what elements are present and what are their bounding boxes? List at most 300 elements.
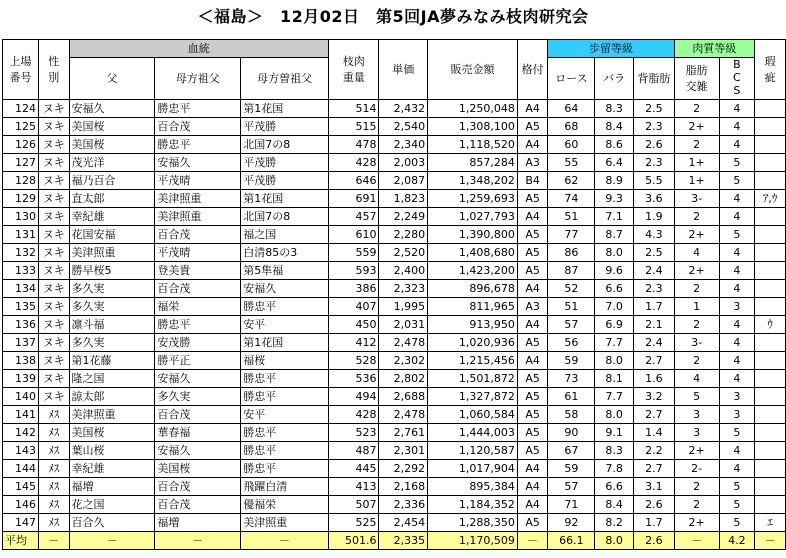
sex-cell: ヌキ xyxy=(38,190,69,208)
maternal-great-grandfather-cell: 勝忠平 xyxy=(241,388,329,406)
bcs-cell: 4 xyxy=(719,136,755,154)
maternal-grandfather-cell: 美津照重 xyxy=(155,190,241,208)
sex-cell: ﾒｽ xyxy=(38,460,69,478)
backfat-cell: 4.3 xyxy=(634,226,675,244)
grade-cell: A5 xyxy=(517,442,548,460)
bcs-cell: 4 xyxy=(719,118,755,136)
rib-cell: 7.8 xyxy=(595,460,634,478)
father-cell: 花国安福 xyxy=(69,226,155,244)
father-cell: 直太郎 xyxy=(69,190,155,208)
unit-price-average-cell: 2,335 xyxy=(379,532,428,550)
loin-cell: 51 xyxy=(548,298,595,316)
bcs-header: B C S xyxy=(719,58,755,100)
loin-cell: 57 xyxy=(548,316,595,334)
father-cell: 美津照重 xyxy=(69,244,155,262)
bcs-cell: 4 xyxy=(719,460,755,478)
bcs-cell: 5 xyxy=(719,478,755,496)
rib-cell: 7.0 xyxy=(595,298,634,316)
marbling-cell: 2+ xyxy=(674,226,719,244)
marbling-cell: 2 xyxy=(674,352,719,370)
sex-cell: ヌキ xyxy=(38,172,69,190)
maternal-great-grandfather-average-cell: － xyxy=(241,532,329,550)
carcass-weight-cell: 413 xyxy=(329,478,379,496)
backfat-cell: 2.3 xyxy=(634,154,675,172)
sales-amount-cell: 1,215,456 xyxy=(428,352,518,370)
grade-cell: A4 xyxy=(517,316,548,334)
page-title: ＜福島＞ 12月02日 第5回JA夢みなみ枝肉研究会 xyxy=(197,7,589,26)
father-cell: 百合久 xyxy=(69,514,155,532)
table-row xyxy=(3,280,786,298)
rib-cell: 7.7 xyxy=(595,334,634,352)
bcs-cell: 4 xyxy=(719,100,755,118)
lot-number-cell: 139 xyxy=(3,370,39,388)
loin-average-cell: 66.1 xyxy=(548,532,595,550)
unit-price-cell: 2,003 xyxy=(379,154,428,172)
loin-cell: 51 xyxy=(548,208,595,226)
bcs-cell: 4 xyxy=(719,316,755,334)
carcass-weight-cell: 525 xyxy=(329,514,379,532)
unit-price-cell: 2,280 xyxy=(379,226,428,244)
lot-number-cell: 132 xyxy=(3,244,39,262)
lot-number-cell: 130 xyxy=(3,208,39,226)
maternal-great-grandfather-cell: 勝忠平 xyxy=(241,370,329,388)
lot-number-cell: 131 xyxy=(3,226,39,244)
lot-number-cell: 133 xyxy=(3,262,39,280)
backfat-cell: 2.6 xyxy=(634,496,675,514)
rib-cell: 8.3 xyxy=(595,442,634,460)
table-row xyxy=(3,154,786,172)
defect-cell xyxy=(755,496,786,514)
loin-cell: 58 xyxy=(548,406,595,424)
grade-cell: A4 xyxy=(517,280,548,298)
defect-cell: ｴ xyxy=(755,514,786,532)
unit-price-cell: 2,520 xyxy=(379,244,428,262)
lot-number-cell: 128 xyxy=(3,172,39,190)
rib-cell: 8.0 xyxy=(595,406,634,424)
unit-price-cell: 1,823 xyxy=(379,190,428,208)
sales-amount-cell: 1,408,680 xyxy=(428,244,518,262)
sales-amount-cell: 1,020,936 xyxy=(428,334,518,352)
maternal-grandfather-header: 母方祖父 xyxy=(155,58,241,100)
carcass-weight-cell: 523 xyxy=(329,424,379,442)
loin-cell: 71 xyxy=(548,496,595,514)
father-cell: 多久実 xyxy=(69,280,155,298)
marbling-cell: 2 xyxy=(674,496,719,514)
defect-cell xyxy=(755,442,786,460)
bcs-cell: 4 xyxy=(719,208,755,226)
loin-cell: 59 xyxy=(548,352,595,370)
unit-price-cell: 2,540 xyxy=(379,118,428,136)
carcass-weight-cell: 450 xyxy=(329,316,379,334)
defect-cell xyxy=(755,244,786,262)
maternal-great-grandfather-cell: 福桜 xyxy=(241,352,329,370)
loin-cell: 77 xyxy=(548,226,595,244)
sales-amount-cell: 1,423,200 xyxy=(428,262,518,280)
rib-cell: 8.4 xyxy=(595,118,634,136)
loin-cell: 68 xyxy=(548,118,595,136)
sex-cell: ヌキ xyxy=(38,388,69,406)
carcass-weight-cell: 386 xyxy=(329,280,379,298)
sales-amount-cell: 1,308,100 xyxy=(428,118,518,136)
lot-number-cell: 147 xyxy=(3,514,39,532)
backfat-cell: 2.4 xyxy=(634,334,675,352)
backfat-cell: 1.7 xyxy=(634,514,675,532)
rib-cell: 8.4 xyxy=(595,496,634,514)
grade-cell: A5 xyxy=(517,406,548,424)
defect-cell xyxy=(755,172,786,190)
loin-cell: 86 xyxy=(548,244,595,262)
bcs-cell: 5 xyxy=(719,514,755,532)
bcs-cell: 4 xyxy=(719,280,755,298)
maternal-great-grandfather-cell: 第5隼福 xyxy=(241,262,329,280)
marbling-cell: 2 xyxy=(674,478,719,496)
lot-number-cell: 134 xyxy=(3,280,39,298)
maternal-great-grandfather-cell: 平茂勝 xyxy=(241,172,329,190)
sales-amount-cell: 1,390,800 xyxy=(428,226,518,244)
bcs-cell: 3 xyxy=(719,298,755,316)
sales-amount-cell: 1,444,003 xyxy=(428,424,518,442)
maternal-grandfather-cell: 福増 xyxy=(155,514,241,532)
marbling-cell: 1+ xyxy=(674,172,719,190)
sales-amount-cell: 913,950 xyxy=(428,316,518,334)
grade-cell: A5 xyxy=(517,388,548,406)
maternal-grandfather-cell: 美津照重 xyxy=(155,208,241,226)
maternal-great-grandfather-cell: 平茂勝 xyxy=(241,154,329,172)
unit-price-cell: 2,031 xyxy=(379,316,428,334)
unit-price-cell: 2,249 xyxy=(379,208,428,226)
unit-price-cell: 2,292 xyxy=(379,460,428,478)
unit-price-cell: 2,432 xyxy=(379,100,428,118)
maternal-grandfather-cell: 勝忠平 xyxy=(155,136,241,154)
sex-cell: ﾒｽ xyxy=(38,514,69,532)
loin-cell: 64 xyxy=(548,100,595,118)
grade-header: 格付 xyxy=(517,40,548,100)
father-cell: 安福久 xyxy=(69,100,155,118)
backfat-cell: 1.7 xyxy=(634,298,675,316)
marbling-cell: 2- xyxy=(674,460,719,478)
maternal-grandfather-cell: 安福久 xyxy=(155,154,241,172)
grade-cell: A4 xyxy=(517,352,548,370)
lot-number-header: 上場 番号 xyxy=(3,40,39,100)
carcass-weight-cell: 494 xyxy=(329,388,379,406)
rib-cell: 7.1 xyxy=(595,208,634,226)
backfat-cell: 2.2 xyxy=(634,442,675,460)
unit-price-cell: 2,761 xyxy=(379,424,428,442)
unit-price-cell: 2,323 xyxy=(379,280,428,298)
sex-cell: ﾒｽ xyxy=(38,424,69,442)
lot-number-cell: 145 xyxy=(3,478,39,496)
lot-number-cell: 144 xyxy=(3,460,39,478)
table-row xyxy=(3,370,786,388)
unit-price-cell: 2,340 xyxy=(379,136,428,154)
lot-number-cell: 137 xyxy=(3,334,39,352)
carcass-weight-cell: 536 xyxy=(329,370,379,388)
loin-cell: 56 xyxy=(548,334,595,352)
loin-cell: 62 xyxy=(548,172,595,190)
table-row xyxy=(3,118,786,136)
defect-cell xyxy=(755,298,786,316)
maternal-grandfather-cell: 美国桜 xyxy=(155,460,241,478)
table-row xyxy=(3,334,786,352)
backfat-header: 背脂肪 xyxy=(634,58,675,100)
father-cell: 花之国 xyxy=(69,496,155,514)
sex-cell: ヌキ xyxy=(38,100,69,118)
grade-cell: A5 xyxy=(517,226,548,244)
lot-number-cell: 136 xyxy=(3,316,39,334)
lot-number-cell: 126 xyxy=(3,136,39,154)
table-header xyxy=(3,40,786,100)
defect-cell xyxy=(755,424,786,442)
average-row xyxy=(3,532,786,550)
maternal-great-grandfather-cell: 福之国 xyxy=(241,226,329,244)
backfat-cell: 2.7 xyxy=(634,406,675,424)
sales-amount-cell: 1,501,872 xyxy=(428,370,518,388)
father-average-cell: － xyxy=(69,532,155,550)
maternal-grandfather-cell: 百合茂 xyxy=(155,280,241,298)
defect-cell xyxy=(755,262,786,280)
bcs-cell: 3 xyxy=(719,406,755,424)
carcass-weight-cell: 457 xyxy=(329,208,379,226)
father-cell: 美国桜 xyxy=(69,136,155,154)
defect-cell xyxy=(755,478,786,496)
sales-amount-cell: 1,348,202 xyxy=(428,172,518,190)
backfat-cell: 1.9 xyxy=(634,208,675,226)
rib-cell: 8.1 xyxy=(595,370,634,388)
loin-cell: 73 xyxy=(548,370,595,388)
maternal-grandfather-cell: 勝忠平 xyxy=(155,100,241,118)
grade-cell: A5 xyxy=(517,424,548,442)
maternal-grandfather-cell: 百合茂 xyxy=(155,406,241,424)
rib-cell: 9.1 xyxy=(595,424,634,442)
defect-cell xyxy=(755,280,786,298)
unit-price-cell: 2,478 xyxy=(379,406,428,424)
lot-number-cell: 124 xyxy=(3,100,39,118)
loin-cell: 74 xyxy=(548,190,595,208)
backfat-cell: 1.6 xyxy=(634,370,675,388)
rib-cell: 9.3 xyxy=(595,190,634,208)
unit-price-cell: 2,336 xyxy=(379,496,428,514)
loin-cell: 90 xyxy=(548,424,595,442)
lot-number-cell: 142 xyxy=(3,424,39,442)
table-row xyxy=(3,388,786,406)
maternal-grandfather-average-cell: － xyxy=(155,532,241,550)
defect-cell xyxy=(755,100,786,118)
grade-cell: A4 xyxy=(517,496,548,514)
backfat-cell: 2.7 xyxy=(634,460,675,478)
maternal-grandfather-cell: 勝忠平 xyxy=(155,316,241,334)
maternal-great-grandfather-cell: 勝忠平 xyxy=(241,442,329,460)
lot-number-cell: 138 xyxy=(3,352,39,370)
father-cell: 幸紀雄 xyxy=(69,460,155,478)
sales-amount-cell: 1,060,584 xyxy=(428,406,518,424)
sex-cell: ﾒｽ xyxy=(38,406,69,424)
backfat-cell: 2.4 xyxy=(634,262,675,280)
maternal-great-grandfather-cell: 勝忠平 xyxy=(241,424,329,442)
loin-cell: 57 xyxy=(548,478,595,496)
table-row xyxy=(3,226,786,244)
father-cell: 美国桜 xyxy=(69,118,155,136)
grade-cell: A5 xyxy=(517,334,548,352)
sex-cell: ヌキ xyxy=(38,154,69,172)
sales-amount-cell: 896,678 xyxy=(428,280,518,298)
carcass-weight-cell: 514 xyxy=(329,100,379,118)
table-row xyxy=(3,172,786,190)
rib-cell: 9.6 xyxy=(595,262,634,280)
unit-price-cell: 1,995 xyxy=(379,298,428,316)
table-row xyxy=(3,424,786,442)
maternal-great-grandfather-cell: 安平 xyxy=(241,316,329,334)
carcass-weight-cell: 528 xyxy=(329,352,379,370)
bcs-cell: 4 xyxy=(719,262,755,280)
defect-cell xyxy=(755,154,786,172)
carcass-weight-cell: 646 xyxy=(329,172,379,190)
grade-cell: A5 xyxy=(517,370,548,388)
marbling-average-cell: － xyxy=(674,532,719,550)
sales-amount-average-cell: 1,170,509 xyxy=(428,532,518,550)
defect-cell xyxy=(755,208,786,226)
marbling-cell: 5 xyxy=(674,388,719,406)
backfat-cell: 2.5 xyxy=(634,244,675,262)
table-row xyxy=(3,514,786,532)
lot-number-cell: 146 xyxy=(3,496,39,514)
marbling-header: 脂肪 交雑 xyxy=(674,58,719,100)
loin-cell: 61 xyxy=(548,388,595,406)
carcass-weight-cell: 515 xyxy=(329,118,379,136)
loin-cell: 60 xyxy=(548,136,595,154)
marbling-cell: 3- xyxy=(674,334,719,352)
maternal-great-grandfather-cell: 第1花国 xyxy=(241,334,329,352)
bloodline-group-header: 血統 xyxy=(69,40,329,58)
sex-cell: ヌキ xyxy=(38,316,69,334)
defect-header: 瑕 疵 xyxy=(755,40,786,100)
maternal-grandfather-cell: 勝平正 xyxy=(155,352,241,370)
defect-average-cell: － xyxy=(755,532,786,550)
father-cell: 隆之国 xyxy=(69,370,155,388)
carcass-weight-cell: 407 xyxy=(329,298,379,316)
backfat-cell: 2.3 xyxy=(634,118,675,136)
lot-number-cell: 143 xyxy=(3,442,39,460)
maternal-grandfather-cell: 百合茂 xyxy=(155,478,241,496)
backfat-cell: 3.2 xyxy=(634,388,675,406)
grade-cell: A5 xyxy=(517,190,548,208)
loin-header: ロース xyxy=(548,58,595,100)
marbling-cell: 1 xyxy=(674,298,719,316)
rib-cell: 8.0 xyxy=(595,244,634,262)
defect-cell xyxy=(755,334,786,352)
maternal-great-grandfather-cell: 安平 xyxy=(241,406,329,424)
maternal-great-grandfather-cell: 平茂勝 xyxy=(241,118,329,136)
sales-amount-cell: 1,027,793 xyxy=(428,208,518,226)
table-body xyxy=(3,100,786,550)
rib-cell: 6.6 xyxy=(595,280,634,298)
bcs-cell: 4 xyxy=(719,370,755,388)
rib-cell: 8.0 xyxy=(595,352,634,370)
marbling-cell: 2+ xyxy=(674,118,719,136)
maternal-great-grandfather-cell: 優福栄 xyxy=(241,496,329,514)
marbling-cell: 3 xyxy=(674,406,719,424)
grade-cell: A5 xyxy=(517,514,548,532)
table-row xyxy=(3,208,786,226)
maternal-great-grandfather-cell: 飛躍白清 xyxy=(241,478,329,496)
marbling-cell: 2+ xyxy=(674,262,719,280)
carcass-weight-cell: 412 xyxy=(329,334,379,352)
sales-amount-cell: 1,017,904 xyxy=(428,460,518,478)
marbling-cell: 2+ xyxy=(674,442,719,460)
backfat-cell: 2.6 xyxy=(634,136,675,154)
defect-cell xyxy=(755,460,786,478)
lot-number-cell: 140 xyxy=(3,388,39,406)
table-row xyxy=(3,406,786,424)
sex-header: 性 別 xyxy=(38,40,69,100)
backfat-cell: 2.1 xyxy=(634,316,675,334)
father-cell: 美津照重 xyxy=(69,406,155,424)
bcs-cell: 5 xyxy=(719,496,755,514)
table-row xyxy=(3,244,786,262)
lot-number-cell: 127 xyxy=(3,154,39,172)
backfat-cell: 3.1 xyxy=(634,478,675,496)
sales-amount-cell: 857,284 xyxy=(428,154,518,172)
grade-cell: A3 xyxy=(517,298,548,316)
lot-number-cell: 135 xyxy=(3,298,39,316)
table-row xyxy=(3,352,786,370)
sex-cell: ヌキ xyxy=(38,370,69,388)
sex-cell: ﾒｽ xyxy=(38,496,69,514)
sales-amount-cell: 1,259,693 xyxy=(428,190,518,208)
maternal-great-grandfather-cell: 第1花国 xyxy=(241,100,329,118)
unit-price-cell: 2,802 xyxy=(379,370,428,388)
maternal-grandfather-cell: 安福久 xyxy=(155,442,241,460)
defect-cell xyxy=(755,118,786,136)
maternal-great-grandfather-header: 母方曽祖父 xyxy=(241,58,329,100)
rib-cell: 6.6 xyxy=(595,478,634,496)
defect-cell xyxy=(755,388,786,406)
marbling-cell: 4 xyxy=(674,370,719,388)
maternal-grandfather-cell: 登美貴 xyxy=(155,262,241,280)
grade-cell: A5 xyxy=(517,118,548,136)
marbling-cell: 4 xyxy=(674,244,719,262)
lot-number-cell: 125 xyxy=(3,118,39,136)
grade-cell: A4 xyxy=(517,136,548,154)
sex-cell: ヌキ xyxy=(38,280,69,298)
father-cell: 福乃百合 xyxy=(69,172,155,190)
bcs-cell: 5 xyxy=(719,172,755,190)
rib-cell: 6.4 xyxy=(595,154,634,172)
bcs-cell: 5 xyxy=(719,154,755,172)
sales-amount-cell: 1,120,587 xyxy=(428,442,518,460)
grade-cell: B4 xyxy=(517,172,548,190)
maternal-grandfather-cell: 平茂晴 xyxy=(155,244,241,262)
sex-cell: ヌキ xyxy=(38,334,69,352)
father-cell: 福増 xyxy=(69,478,155,496)
defect-cell xyxy=(755,136,786,154)
sex-average-cell: － xyxy=(38,532,69,550)
table-row xyxy=(3,100,786,118)
table-row xyxy=(3,136,786,154)
father-cell: 凛斗福 xyxy=(69,316,155,334)
maternal-grandfather-cell: 平茂晴 xyxy=(155,172,241,190)
backfat-cell: 1.4 xyxy=(634,424,675,442)
loin-cell: 52 xyxy=(548,280,595,298)
carcass-weight-header: 枝肉 重量 xyxy=(329,40,379,100)
unit-price-cell: 2,478 xyxy=(379,334,428,352)
backfat-cell: 2.5 xyxy=(634,100,675,118)
marbling-cell: 2 xyxy=(674,316,719,334)
grade-average-cell: － xyxy=(517,532,548,550)
defect-cell: ｱ,ｳ xyxy=(755,190,786,208)
unit-price-cell: 2,454 xyxy=(379,514,428,532)
carcass-weight-cell: 559 xyxy=(329,244,379,262)
marbling-cell: 2 xyxy=(674,208,719,226)
